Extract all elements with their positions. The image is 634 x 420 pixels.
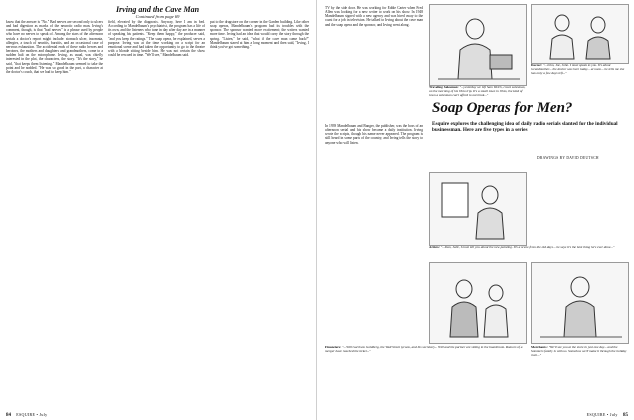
caption-doctor-lead: Doctor: <box>531 63 543 67</box>
caption-salesman-lead: Traveling Salesman: <box>429 85 459 89</box>
right-magazine-name: ESQUIRE • July <box>586 412 618 417</box>
salesman-drawing <box>430 5 526 85</box>
salesman-cartoon <box>429 4 527 86</box>
financiers-cartoon <box>429 262 527 344</box>
left-column-1-text: know that the answer is "No." Bad nerves are second only to ulcers and bad digestion as marks of the neurotic radio man. Irving's comment, though, is that "bad nerves" is a phrase used by people who have no nerves to speak of. Among the stars of the afternoon serials a doctor's report might include: stomach ulcer, insomnia, allergies, a touch of neuritis, bursitis, and an occasional case of nervous exhaustion. The accidental ends of these radio heroes and heroines, the mothers and daughters and grandmothers, come to a sudden halt on the microphone. Irving, as usual, was chiefly interested in the plot, the characters, the story. "It's the story," he said, "that keeps them listening." Mandelbaum seemed to take the point and he nodded. "He was so good in the part, a character at the doctor's couch, that we had to keep him." <box>6 20 103 74</box>
right-page-number: 85 <box>623 413 628 418</box>
left-column-1 <box>6 20 103 408</box>
merchants-drawing <box>532 263 628 343</box>
caption-doctor <box>531 64 627 76</box>
article-header: Irving and the Cave Man <box>115 5 200 14</box>
feature-title: Soap Operas for Men? <box>432 100 573 116</box>
left-column-3 <box>210 20 309 408</box>
artists-cartoon <box>429 172 527 246</box>
continued-line: Continued from page 69 <box>135 14 180 19</box>
caption-financiers <box>325 346 525 354</box>
right-folio <box>583 412 628 418</box>
caption-merchants-lead: Merchants: <box>531 345 548 349</box>
right-column-2 <box>325 124 423 224</box>
caption-salesman-text: "...yesterday we left Sam Welch, crack salesman, on the morning of his Ohio trip. It's a small town in Ohio, the kind of town a salesman can't afford to overlook..." <box>429 85 526 97</box>
financiers-drawing <box>430 263 526 343</box>
caption-artists-lead: Artists: <box>429 245 440 249</box>
caption-financiers-text: "...Will Garrison Goldberg, the Wall Street tycoon, and his secretary... Will and his partner are sitting in the boardroom. Rumors of a merger have reached the ticker..." <box>325 345 523 353</box>
right-column-1 <box>325 6 423 121</box>
left-column-2-text: field, elevated by the diagnosis. Anyway, here I am in bed. According to Mandelbaum's psychiatrist, the program has a life of its own, and the listeners who tune in day after day are in a manner of speaking his patients. "Keep them happy," the producer said, "and you keep the ratings." The soap opera, he explained, serves a purpose. Irving was at the time working on a script for an emotional scene and had taken the opportunity to go to the theatre with a blonde sitting beside him. He was not certain the show could be rescued in time. "We'll see," Mandelbaum said. <box>108 20 205 58</box>
caption-artists-text: "...Dan, Julie, I must tell you about the new painting. It's a scene from the old days... he says it's the best thing he's ever done..." <box>440 245 615 249</box>
caption-salesman <box>429 86 527 98</box>
left-column-2 <box>108 20 205 408</box>
doctor-cartoon <box>531 4 629 64</box>
right-column-2-text: In 1939 Mandelbaum and Banger, the publisher, was the boss of an afternoon serial and his show became a daily institution. Irving wrote the scripts, though his name never appeared. The program is still heard in some parts of the country, and Irving tells the story to anyone who will listen. <box>325 124 423 145</box>
left-magazine-name: ESQUIRE • July <box>16 412 48 417</box>
caption-artists <box>429 246 629 250</box>
right-page <box>317 0 634 420</box>
caption-merchants-text: "We'll see you at the store in just one day... and the Sommers family is with us. Somehow we'll make it through the holiday rush..." <box>531 345 627 357</box>
drawings-credit: DRAWINGS BY DAVID DEUTSCH <box>537 156 599 160</box>
left-column-3-text: put to the drugstore on the corner in the Garden building. Like other soap operas, Mandelbaum's program had its troubles with the sponsor. The sponsor wanted more excitement; the writers wanted more time. Irving had an idea that would carry the story through the spring. "Listen," he said, "what if the cave man came back?" Mandelbaum stared at him a long moment and then said, "Irving, I think you've got something." <box>210 20 309 49</box>
doctor-drawing <box>532 5 628 63</box>
left-page-number: 84 <box>6 413 11 418</box>
artists-drawing <box>430 173 526 245</box>
feature-deck: Esquire explores the challenging idea of daily radio serials slanted for the individual businessman. Here are five types in a series <box>432 121 618 133</box>
merchants-cartoon <box>531 262 629 344</box>
right-column-1-text: TV by the side door. He was working for Eddie Carter when Fred Allen was looking for a new writer to work on his show. In 1948 Mandelbaum signed with a new agency and was hired away to the coast for a job in television. He talked to Irving about the cave man and the soap opera and the sponsor, and Irving went along. <box>325 6 423 27</box>
caption-doctor-text: "...John, Joe, John. I must speak to you. It's about Grandmother... the doctor was here today... at noon... he tells me she has only a few days left..." <box>531 63 625 75</box>
caption-merchants <box>531 346 627 358</box>
left-columns <box>6 20 309 408</box>
left-folio <box>6 412 51 418</box>
caption-financiers-lead: Financiers: <box>325 345 342 349</box>
